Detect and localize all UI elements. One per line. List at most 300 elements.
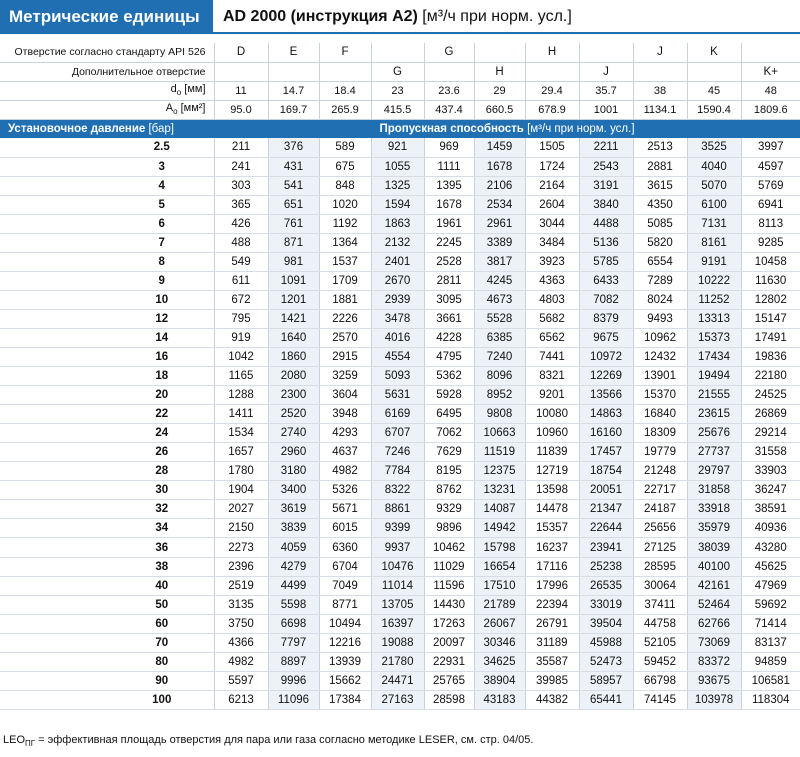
set-pressure-cell: 90 (0, 671, 214, 690)
capacity-cell: 20097 (424, 633, 474, 652)
a0-cell: 1590.4 (687, 100, 741, 119)
table-row (0, 233, 800, 252)
d0-cell: 38 (633, 81, 687, 100)
capacity-cell: 36247 (741, 481, 800, 500)
capacity-cell: 94859 (741, 652, 800, 671)
capacity-cell: 6707 (371, 424, 424, 443)
table-row (0, 405, 800, 424)
capacity-cell: 6495 (424, 405, 474, 424)
capacity-cell: 8762 (424, 481, 474, 500)
d0-cell: 48 (741, 81, 800, 100)
capacity-cell: 3840 (579, 195, 633, 214)
capacity-cell: 4245 (474, 271, 525, 290)
api-orifice-cell: G (424, 43, 474, 62)
capacity-cell: 38904 (474, 671, 525, 690)
capacity-cell: 7062 (424, 424, 474, 443)
capacity-cell: 6213 (214, 690, 268, 709)
capacity-cell: 62766 (687, 614, 741, 633)
a0-cell: 1809.6 (741, 100, 800, 119)
capacity-cell: 969 (424, 138, 474, 157)
set-pressure-cell: 80 (0, 652, 214, 671)
capacity-cell: 241 (214, 157, 268, 176)
capacity-cell: 4228 (424, 328, 474, 347)
capacity-cell: 7082 (579, 290, 633, 309)
d0-cell: 14.7 (268, 81, 319, 100)
capacity-cell: 3604 (319, 386, 371, 405)
capacity-cell: 27163 (371, 690, 424, 709)
capacity-cell: 33903 (741, 462, 800, 481)
capacity-cell: 1421 (268, 309, 319, 328)
capacity-cell: 1780 (214, 462, 268, 481)
table-row (0, 690, 800, 709)
capacity-cell: 34625 (474, 652, 525, 671)
capacity-cell: 1709 (319, 271, 371, 290)
capacity-cell: 5682 (525, 309, 579, 328)
capacity-cell: 7131 (687, 214, 741, 233)
capacity-title: Пропускная способность (379, 122, 524, 135)
d0-cell: 45 (687, 81, 741, 100)
capacity-cell: 4982 (214, 652, 268, 671)
capacity-cell: 1505 (525, 138, 579, 157)
capacity-cell: 23615 (687, 405, 741, 424)
capacity-cell: 5326 (319, 481, 371, 500)
set-pressure-cell: 6 (0, 214, 214, 233)
api-orifice-label: Отверстие согласно стандарту API 526 (0, 43, 214, 62)
capacity-cell: 26791 (525, 614, 579, 633)
capacity-cell: 1201 (268, 290, 319, 309)
set-pressure-cell: 20 (0, 386, 214, 405)
capacity-cell: 2401 (371, 252, 424, 271)
capacity-cell: 73069 (687, 633, 741, 652)
capacity-cell: 981 (268, 252, 319, 271)
capacity-cell: 5597 (214, 671, 268, 690)
capacity-cell: 2080 (268, 367, 319, 386)
capacity-cell: 9896 (424, 519, 474, 538)
set-pressure-cell: 100 (0, 690, 214, 709)
capacity-cell: 2226 (319, 309, 371, 328)
set-pressure-cell: 14 (0, 328, 214, 347)
capacity-cell: 2273 (214, 538, 268, 557)
capacity-cell: 2164 (525, 176, 579, 195)
extra-orifice-cell (687, 62, 741, 81)
capacity-cell: 11630 (741, 271, 800, 290)
capacity-cell: 3135 (214, 595, 268, 614)
set-pressure-cell: 32 (0, 500, 214, 519)
capacity-cell: 10972 (579, 348, 633, 367)
capacity-cell: 47969 (741, 576, 800, 595)
api-orifice-cell: K (687, 43, 741, 62)
capacity-cell: 28598 (424, 690, 474, 709)
capacity-cell: 2528 (424, 252, 474, 271)
capacity-cell: 26067 (474, 614, 525, 633)
table-row (0, 290, 800, 309)
capacity-cell: 5671 (319, 500, 371, 519)
capacity-cell: 33918 (687, 500, 741, 519)
capacity-cell: 59452 (633, 652, 687, 671)
capacity-cell: 17384 (319, 690, 371, 709)
capacity-cell: 12216 (319, 633, 371, 652)
capacity-cell: 43183 (474, 690, 525, 709)
a0-cell: 678.9 (525, 100, 579, 119)
capacity-cell: 11252 (687, 290, 741, 309)
capacity-cell: 12719 (525, 462, 579, 481)
capacity-cell: 589 (319, 138, 371, 157)
set-pressure-cell: 10 (0, 290, 214, 309)
capacity-cell: 10080 (525, 405, 579, 424)
capacity-cell: 1411 (214, 405, 268, 424)
footnote-text: = эффективная площадь отверстия для пара или газа согласно методике LESER, см. стр. 04/05. (35, 734, 534, 746)
capacity-cell: 13901 (633, 367, 687, 386)
capacity-cell: 5631 (371, 386, 424, 405)
capacity-cell: 26535 (579, 576, 633, 595)
capacity-cell: 23941 (579, 538, 633, 557)
capacity-cell: 4350 (633, 195, 687, 214)
capacity-cell: 1640 (268, 328, 319, 347)
footnote-subscript: ПГ (25, 739, 36, 749)
capacity-cell: 3180 (268, 462, 319, 481)
set-pressure-cell: 28 (0, 462, 214, 481)
capacity-cell: 675 (319, 157, 371, 176)
capacity-cell: 2106 (474, 176, 525, 195)
capacity-cell: 2543 (579, 157, 633, 176)
capacity-cell: 21555 (687, 386, 741, 405)
capacity-cell: 66798 (633, 671, 687, 690)
capacity-cell: 1364 (319, 233, 371, 252)
capacity-cell: 44758 (633, 614, 687, 633)
capacity-cell: 33019 (579, 595, 633, 614)
capacity-cell: 3044 (525, 214, 579, 233)
capacity-cell: 17434 (687, 348, 741, 367)
capacity-cell: 2570 (319, 328, 371, 347)
capacity-cell: 3095 (424, 290, 474, 309)
capacity-cell: 25656 (633, 519, 687, 538)
capacity-cell: 29214 (741, 424, 800, 443)
set-pressure-cell: 60 (0, 614, 214, 633)
capacity-cell: 5820 (633, 233, 687, 252)
d0-symbol: d (170, 83, 177, 96)
table-row (0, 157, 800, 176)
capacity-cell: 8771 (319, 595, 371, 614)
capacity-cell: 14430 (424, 595, 474, 614)
a0-cell: 95.0 (214, 100, 268, 119)
capacity-cell: 14863 (579, 405, 633, 424)
capacity-cell: 7797 (268, 633, 319, 652)
capacity-cell: 426 (214, 214, 268, 233)
capacity-cell: 5769 (741, 176, 800, 195)
extra-orifice-cell: G (371, 62, 424, 81)
capacity-cell: 42161 (687, 576, 741, 595)
capacity-cell: 1534 (214, 424, 268, 443)
capacity-cell: 27125 (633, 538, 687, 557)
table-row (0, 386, 800, 405)
capacity-cell: 4366 (214, 633, 268, 652)
extra-orifice-cell (633, 62, 687, 81)
capacity-cell: 5928 (424, 386, 474, 405)
capacity-cell: 24525 (741, 386, 800, 405)
capacity-cell: 1904 (214, 481, 268, 500)
capacity-cell: 58957 (579, 671, 633, 690)
a0-unit: [мм²] (177, 102, 206, 115)
d0-subscript: o (176, 88, 182, 98)
set-pressure-cell: 30 (0, 481, 214, 500)
capacity-cell: 8024 (633, 290, 687, 309)
capacity-header (214, 119, 800, 138)
capacity-cell: 8861 (371, 500, 424, 519)
set-pressure-cell: 24 (0, 424, 214, 443)
set-pressure-cell: 8 (0, 252, 214, 271)
capacity-cell: 2939 (371, 290, 424, 309)
capacity-cell: 9329 (424, 500, 474, 519)
capacity-cell: 10960 (525, 424, 579, 443)
a0-symbol: A (165, 102, 174, 115)
capacity-cell: 6562 (525, 328, 579, 347)
api-orifice-row (0, 43, 800, 62)
capacity-cell: 2604 (525, 195, 579, 214)
extra-orifice-cell (214, 62, 268, 81)
capacity-cell: 39504 (579, 614, 633, 633)
capacity-cell: 21248 (633, 462, 687, 481)
capacity-cell: 1459 (474, 138, 525, 157)
capacity-cell: 871 (268, 233, 319, 252)
capacity-cell: 8321 (525, 367, 579, 386)
set-pressure-cell: 7 (0, 233, 214, 252)
table-row (0, 138, 800, 157)
capacity-cell: 1594 (371, 195, 424, 214)
table-row (0, 309, 800, 328)
title-bar (0, 0, 800, 34)
api-orifice-cell: H (525, 43, 579, 62)
capacity-cell: 8113 (741, 214, 800, 233)
extra-orifice-row (0, 62, 800, 81)
capacity-cell: 1657 (214, 443, 268, 462)
capacity-cell: 2534 (474, 195, 525, 214)
capacity-cell: 3525 (687, 138, 741, 157)
capacity-cell: 71414 (741, 614, 800, 633)
table-row (0, 576, 800, 595)
capacity-cell: 52105 (633, 633, 687, 652)
capacity-cell: 3615 (633, 176, 687, 195)
capacity-cell: 22717 (633, 481, 687, 500)
capacity-cell: 11596 (424, 576, 474, 595)
capacity-cell: 9493 (633, 309, 687, 328)
capacity-cell: 38591 (741, 500, 800, 519)
capacity-cell: 16654 (474, 557, 525, 576)
table-row (0, 348, 800, 367)
capacity-cell: 211 (214, 138, 268, 157)
a0-cell: 660.5 (474, 100, 525, 119)
extra-orifice-cell (424, 62, 474, 81)
capacity-cell: 14478 (525, 500, 579, 519)
capacity-cell: 7246 (371, 443, 424, 462)
set-pressure-cell: 16 (0, 348, 214, 367)
capacity-cell: 9201 (525, 386, 579, 405)
capacity-cell: 651 (268, 195, 319, 214)
capacity-cell: 1863 (371, 214, 424, 233)
capacity-cell: 2961 (474, 214, 525, 233)
capacity-cell: 10222 (687, 271, 741, 290)
capacity-cell: 9996 (268, 671, 319, 690)
extra-orifice-cell (268, 62, 319, 81)
capacity-cell: 1165 (214, 367, 268, 386)
capacity-cell: 3484 (525, 233, 579, 252)
capacity-cell: 8952 (474, 386, 525, 405)
set-pressure-cell: 9 (0, 271, 214, 290)
capacity-unit: [м³/ч при норм. усл.] (523, 122, 635, 135)
d0-cell: 35.7 (579, 81, 633, 100)
set-pressure-header (0, 119, 214, 138)
capacity-cell: 5362 (424, 367, 474, 386)
set-pressure-cell: 4 (0, 176, 214, 195)
capacity-cell: 9937 (371, 538, 424, 557)
capacity-cell: 5598 (268, 595, 319, 614)
capacity-cell: 18309 (633, 424, 687, 443)
capacity-cell: 1881 (319, 290, 371, 309)
extra-orifice-cell: J (579, 62, 633, 81)
capacity-cell: 1961 (424, 214, 474, 233)
set-pressure-cell: 5 (0, 195, 214, 214)
capacity-cell: 22180 (741, 367, 800, 386)
set-pressure-unit: [бар] (145, 122, 174, 135)
capacity-cell: 29797 (687, 462, 741, 481)
table-row (0, 328, 800, 347)
extra-orifice-cell: K+ (741, 62, 800, 81)
capacity-cell: 1860 (268, 348, 319, 367)
capacity-cell: 26869 (741, 405, 800, 424)
footnote-leo: LEO (3, 734, 26, 746)
capacity-cell: 2132 (371, 233, 424, 252)
capacity-cell: 3191 (579, 176, 633, 195)
capacity-cell: 16160 (579, 424, 633, 443)
table-row (0, 176, 800, 195)
capacity-cell: 1678 (474, 157, 525, 176)
capacity-cell: 9675 (579, 328, 633, 347)
a0-cell: 437.4 (424, 100, 474, 119)
table-row (0, 462, 800, 481)
a0-label (0, 100, 214, 119)
capacity-cell: 303 (214, 176, 268, 195)
capacity-cell: 761 (268, 214, 319, 233)
capacity-cell: 5070 (687, 176, 741, 195)
table-row (0, 595, 800, 614)
a0-cell: 169.7 (268, 100, 319, 119)
capacity-cell: 1395 (424, 176, 474, 195)
title-standard-name: AD 2000 (инструкция A2) (223, 8, 418, 25)
capacity-cell: 4637 (319, 443, 371, 462)
capacity-cell: 16840 (633, 405, 687, 424)
capacity-cell: 38039 (687, 538, 741, 557)
d0-label (0, 81, 214, 100)
capacity-cell: 74145 (633, 690, 687, 709)
capacity-cell: 106581 (741, 671, 800, 690)
capacity-cell: 848 (319, 176, 371, 195)
set-pressure-cell: 38 (0, 557, 214, 576)
capacity-cell: 6554 (633, 252, 687, 271)
capacity-cell: 19779 (633, 443, 687, 462)
d0-unit: [мм] (181, 83, 206, 96)
capacity-cell: 488 (214, 233, 268, 252)
capacity-cell: 44382 (525, 690, 579, 709)
capacity-cell: 11519 (474, 443, 525, 462)
capacity-cell: 5085 (633, 214, 687, 233)
capacity-cell: 10458 (741, 252, 800, 271)
capacity-cell: 21780 (371, 652, 424, 671)
capacity-cell: 6169 (371, 405, 424, 424)
capacity-cell: 9191 (687, 252, 741, 271)
table-row (0, 195, 800, 214)
capacity-cell: 17510 (474, 576, 525, 595)
capacity-cell: 17996 (525, 576, 579, 595)
capacity-cell: 6433 (579, 271, 633, 290)
capacity-cell: 3259 (319, 367, 371, 386)
capacity-cell: 17263 (424, 614, 474, 633)
capacity-cell: 2211 (579, 138, 633, 157)
capacity-cell: 1111 (424, 157, 474, 176)
capacity-cell: 30346 (474, 633, 525, 652)
capacity-cell: 25238 (579, 557, 633, 576)
capacity-cell: 27737 (687, 443, 741, 462)
table-row (0, 367, 800, 386)
capacity-cell: 19494 (687, 367, 741, 386)
capacity-cell: 4554 (371, 348, 424, 367)
capacity-cell: 15662 (319, 671, 371, 690)
capacity-cell: 3997 (741, 138, 800, 157)
capacity-cell: 3619 (268, 500, 319, 519)
extra-orifice-label: Дополнительное отверстие (0, 62, 214, 81)
capacity-cell: 2150 (214, 519, 268, 538)
capacity-cell: 43280 (741, 538, 800, 557)
set-pressure-cell: 34 (0, 519, 214, 538)
capacity-cell: 6015 (319, 519, 371, 538)
capacity-cell: 4597 (741, 157, 800, 176)
capacity-cell: 7441 (525, 348, 579, 367)
capacity-cell: 25676 (687, 424, 741, 443)
capacity-cell: 919 (214, 328, 268, 347)
capacity-cell: 83372 (687, 652, 741, 671)
capacity-cell: 14087 (474, 500, 525, 519)
d0-cell: 18.4 (319, 81, 371, 100)
capacity-cell: 22394 (525, 595, 579, 614)
capacity-cell: 15798 (474, 538, 525, 557)
capacity-cell: 2396 (214, 557, 268, 576)
capacity-cell: 24471 (371, 671, 424, 690)
capacity-cell: 2027 (214, 500, 268, 519)
capacity-cell: 1042 (214, 348, 268, 367)
capacity-cell: 13313 (687, 309, 741, 328)
capacity-cell: 22931 (424, 652, 474, 671)
set-pressure-cell: 3 (0, 157, 214, 176)
capacity-cell: 12269 (579, 367, 633, 386)
capacity-cell: 6704 (319, 557, 371, 576)
d0-row (0, 81, 800, 100)
capacity-cell: 93675 (687, 671, 741, 690)
api-orifice-cell (579, 43, 633, 62)
capacity-cell: 83137 (741, 633, 800, 652)
capacity-cell: 31189 (525, 633, 579, 652)
capacity-cell: 5093 (371, 367, 424, 386)
extra-orifice-cell (319, 62, 371, 81)
capacity-cell: 19088 (371, 633, 424, 652)
table-row (0, 500, 800, 519)
d0-cell: 29 (474, 81, 525, 100)
capacity-cell: 13705 (371, 595, 424, 614)
table-row (0, 252, 800, 271)
capacity-cell: 118304 (741, 690, 800, 709)
d0-cell: 29.4 (525, 81, 579, 100)
capacity-cell: 52473 (579, 652, 633, 671)
capacity-cell: 2520 (268, 405, 319, 424)
capacity-cell: 1724 (525, 157, 579, 176)
capacity-cell: 7629 (424, 443, 474, 462)
